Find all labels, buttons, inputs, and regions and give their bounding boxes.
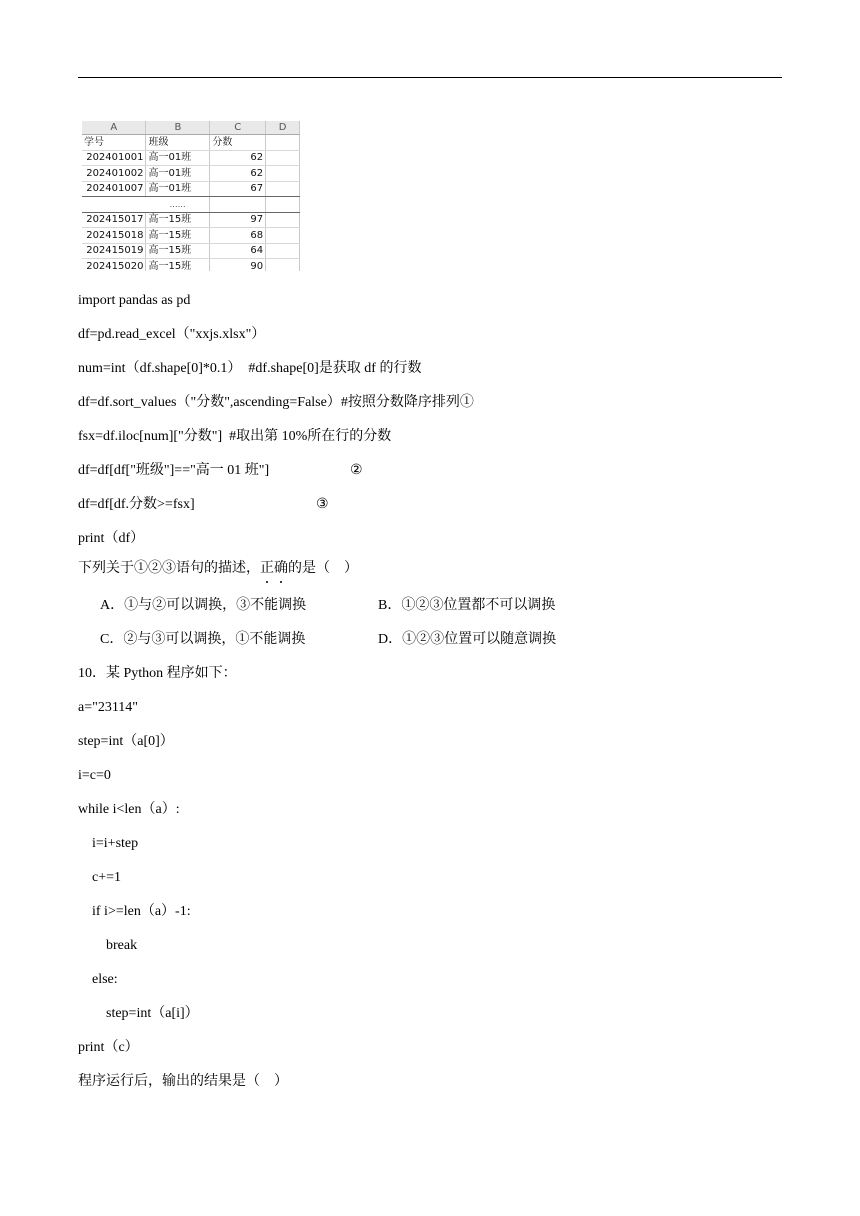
- question-9-stem: 下列关于①②③语句的描述，正确的是（ ）: [78, 561, 358, 576]
- code-line: import pandas as pd: [78, 293, 191, 308]
- code-line: if i>=len（a）-1:: [78, 904, 191, 919]
- cell-id: 202415017: [82, 212, 146, 228]
- cell-class: 高一15班: [146, 228, 210, 244]
- code-line: df=df[df["班级"]=="高一 01 班"]: [78, 463, 270, 478]
- cell-score: 68: [210, 228, 266, 244]
- code-line: else:: [78, 972, 118, 987]
- cell-id: 202401001: [82, 150, 146, 166]
- code-line: break: [78, 938, 138, 953]
- option-d: D．①②③位置可以随意调换: [378, 632, 557, 647]
- code-line: print（df）: [78, 531, 145, 546]
- header-rule: [78, 77, 782, 78]
- emphasis-char: 正: [260, 561, 274, 576]
- cell-id: 202415020: [82, 259, 146, 272]
- spreadsheet-table: [82, 121, 300, 271]
- table-row: [82, 150, 300, 166]
- code-line: i=i+step: [78, 836, 139, 851]
- table-row: [82, 228, 300, 244]
- table-row: [82, 166, 300, 182]
- cell-id: 202415019: [82, 243, 146, 259]
- code-line: i=c=0: [78, 768, 111, 783]
- cell-score: 67: [210, 181, 266, 197]
- cell-class: 高一15班: [146, 259, 210, 272]
- option-b: B．①②③位置都不可以调换: [378, 598, 556, 613]
- code-line: c+=1: [78, 870, 122, 885]
- marker-3: ③: [316, 497, 329, 512]
- header-cell: 分数: [210, 135, 266, 151]
- table-header-row: [82, 135, 300, 151]
- table-row: [82, 259, 300, 272]
- col-header-b: B: [146, 121, 210, 135]
- table-row: [82, 212, 300, 228]
- code-line: a="23114": [78, 700, 139, 715]
- cell-score: 62: [210, 150, 266, 166]
- cell-class: 高一15班: [146, 243, 210, 259]
- code-line: df=df[df.分数>=fsx]: [78, 497, 195, 512]
- spreadsheet-figure: [82, 121, 300, 271]
- emphasis-char: 确: [274, 561, 288, 576]
- code-line: print（c）: [78, 1040, 139, 1055]
- ellipsis-row: [82, 197, 300, 213]
- col-header-a: A: [82, 121, 146, 135]
- code-line: fsx=df.iloc[num]["分数"] #取出第 10%所在行的分数: [78, 429, 392, 444]
- question-10-stem: 程序运行后，输出的结果是（ ）: [78, 1074, 288, 1089]
- header-cell: 班级: [146, 135, 210, 151]
- cell-score: 64: [210, 243, 266, 259]
- code-line: df=df.sort_values（"分数",ascending=False）#按照分数降序排列①: [78, 395, 474, 410]
- code-line: step=int（a[0]）: [78, 734, 174, 749]
- cell-class: 高一01班: [146, 181, 210, 197]
- cell-class: 高一01班: [146, 150, 210, 166]
- cell-id: 202401002: [82, 166, 146, 182]
- cell-class: 高一15班: [146, 212, 210, 228]
- code-line: df=pd.read_excel（"xxjs.xlsx"）: [78, 327, 266, 342]
- marker-2: ②: [350, 463, 363, 478]
- cell-score: 90: [210, 259, 266, 272]
- column-header-row: [82, 121, 300, 135]
- code-line: while i<len（a）:: [78, 802, 180, 817]
- header-cell: 学号: [82, 135, 146, 151]
- cell-id: 202401007: [82, 181, 146, 197]
- cell-score: 97: [210, 212, 266, 228]
- question-10-title: 10．某 Python 程序如下：: [78, 666, 237, 681]
- option-c: C．②与③可以调换，①不能调换: [100, 632, 306, 647]
- col-header-d: D: [266, 121, 300, 135]
- cell-class: 高一01班: [146, 166, 210, 182]
- col-header-c: C: [210, 121, 266, 135]
- table-row: [82, 243, 300, 259]
- option-a: A．①与②可以调换，③不能调换: [100, 598, 307, 613]
- code-line: step=int（a[i]）: [78, 1006, 199, 1021]
- cell-score: 62: [210, 166, 266, 182]
- cell-id: 202415018: [82, 228, 146, 244]
- code-line: num=int（df.shape[0]*0.1） #df.shape[0]是获取 df 的行数: [78, 361, 422, 376]
- table-row: [82, 181, 300, 197]
- ellipsis-text: ……: [146, 197, 210, 213]
